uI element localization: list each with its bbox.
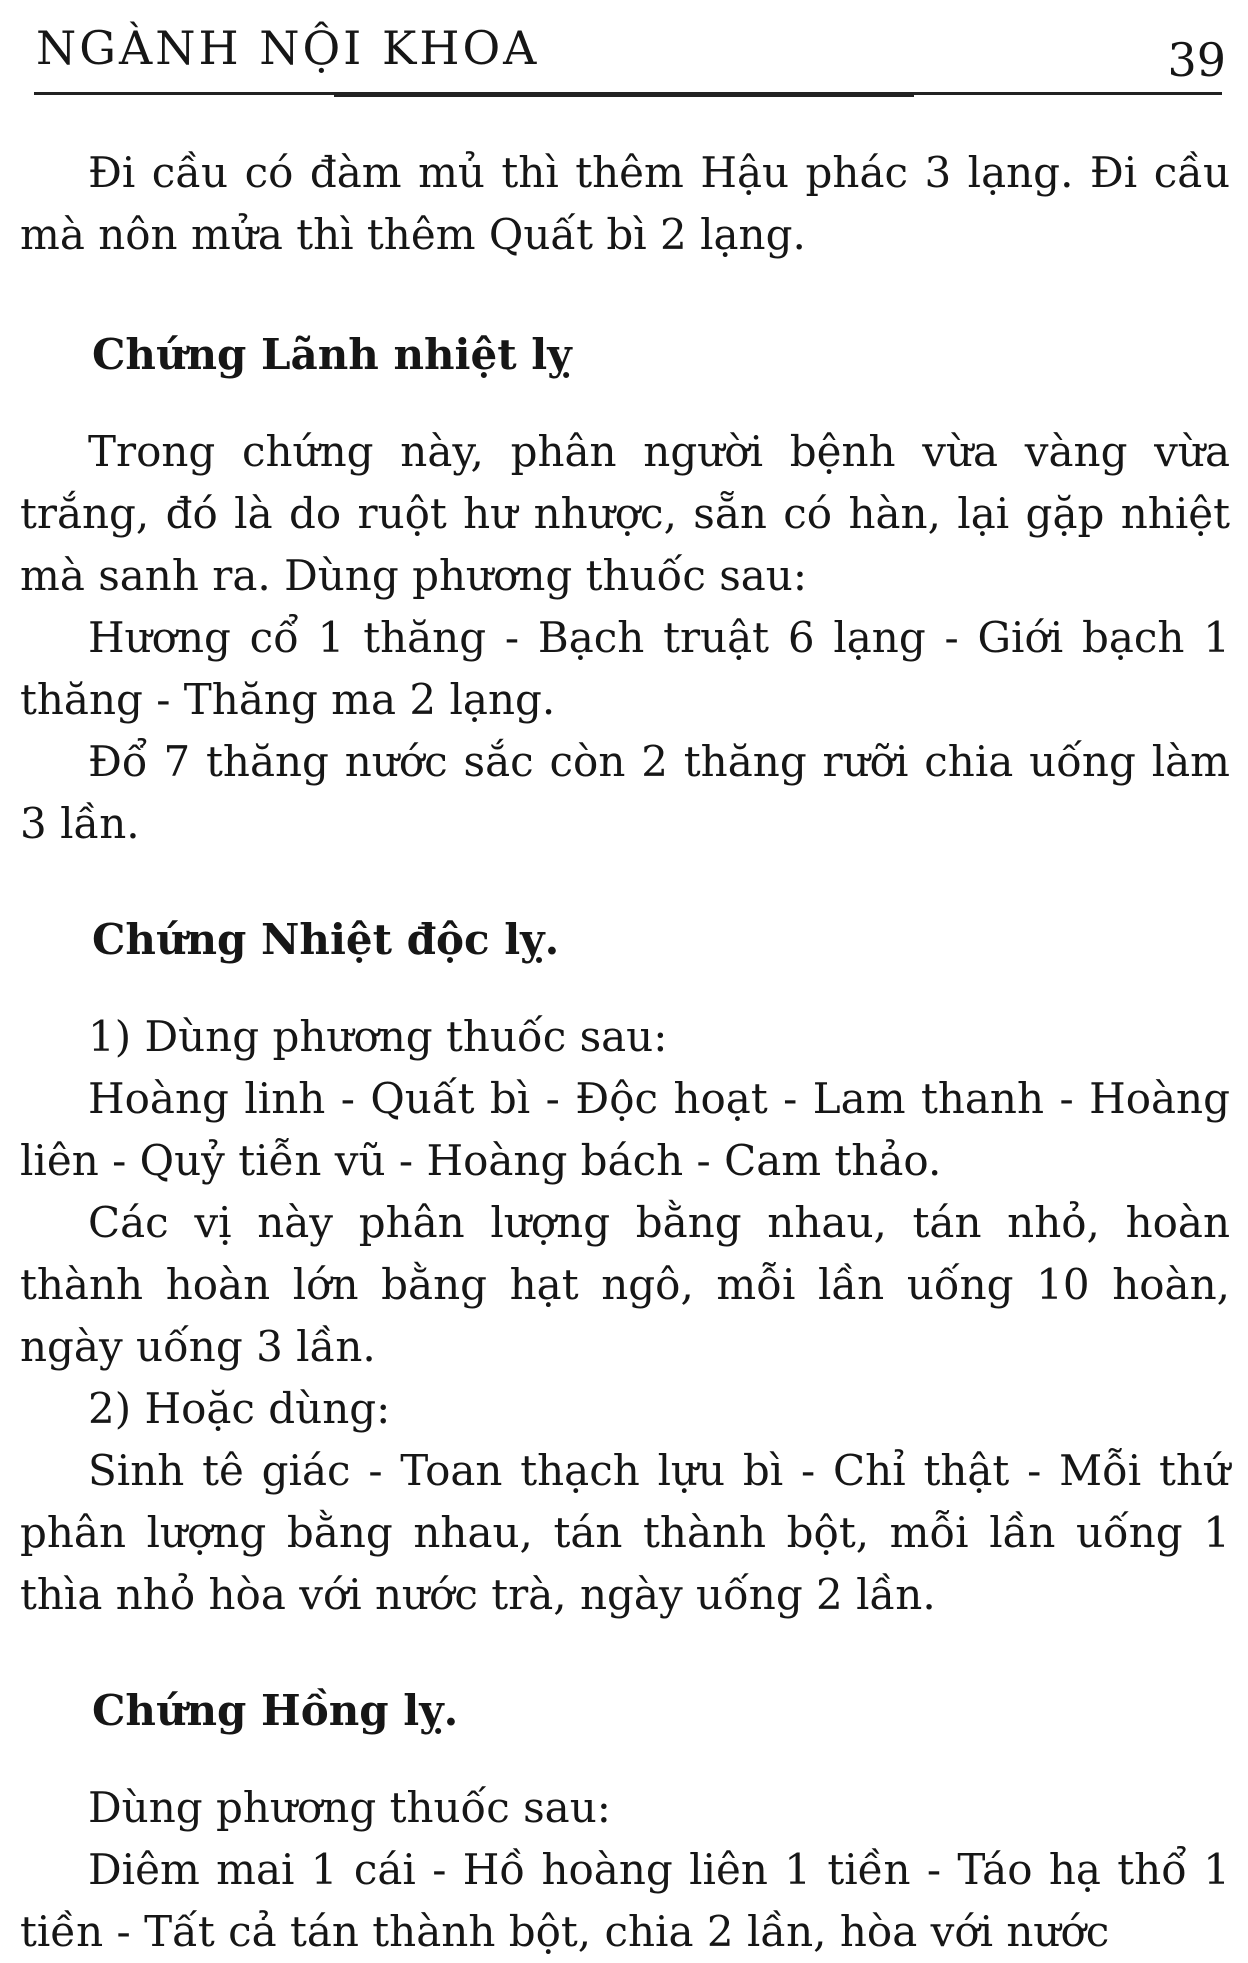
prescription-paragraph: Hoàng linh - Quất bì - Độc hoạt - Lam thanh - Hoàng liên - Quỷ tiễn vũ - Hoàng bách - Cam thảo. bbox=[20, 1073, 1230, 1185]
page-body bbox=[20, 142, 1230, 1963]
instruction-paragraph: Đổ 7 thăng nước sắc còn 2 thăng rưỡi chia uống làm 3 lần. bbox=[20, 736, 1230, 848]
prescription-paragraph: Sinh tê giác - Toan thạch lựu bì - Chỉ thật - Mỗi thứ phân lượng bằng nhau, tán thành bột, mỗi lần uống 1 thìa nhỏ hòa với nước trà, ngày uống 2 lần. bbox=[20, 1445, 1230, 1619]
section-heading: Chứng Hồng lỵ. bbox=[92, 1685, 459, 1735]
section-hong-ly bbox=[20, 1680, 1230, 1963]
section-heading: Chứng Lãnh nhiệt lỵ bbox=[92, 330, 572, 379]
section-lanh-nhiet-ly bbox=[20, 324, 1230, 855]
running-header-title: NGÀNH NỘI KHOA bbox=[36, 21, 540, 75]
body-paragraph: Trong chứng này, phân người bệnh vừa vàng vừa trắng, đó là do ruột hư nhược, sẵn có hàn, lại gặp nhiệt mà sanh ra. Dùng phương thuốc sau: bbox=[20, 426, 1230, 600]
page-number: 39 bbox=[1167, 33, 1226, 87]
intro-paragraph: Đi cầu có đàm mủ thì thêm Hậu phác 3 lạng. Đi cầu mà nôn mửa thì thêm Quất bì 2 lạng. bbox=[20, 148, 1230, 259]
body-paragraph: 2) Hoặc dùng: bbox=[88, 1383, 391, 1433]
prescription-paragraph: Diêm mai 1 cái - Hồ hoàng liên 1 tiền - Táo hạ thổ 1 tiền - Tất cả tán thành bột, chia 2 lần, hòa với nước bbox=[20, 1844, 1230, 1956]
prescription-paragraph: Hương cổ 1 thăng - Bạch truật 6 lạng - Giới bạch 1 thăng - Thăng ma 2 lạng. bbox=[20, 612, 1230, 724]
instruction-paragraph: Các vị này phân lượng bằng nhau, tán nhỏ, hoàn thành hoàn lớn bằng hạt ngô, mỗi lần uống 10 hoàn, ngày uống 3 lần. bbox=[20, 1197, 1230, 1371]
section-nhiet-doc-ly bbox=[20, 909, 1230, 1626]
section-heading: Chứng Nhiệt độc lỵ. bbox=[92, 914, 560, 964]
body-paragraph: 1) Dùng phương thuốc sau: bbox=[88, 1011, 668, 1061]
header-rule bbox=[34, 92, 1222, 95]
body-paragraph: Dùng phương thuốc sau: bbox=[88, 1782, 611, 1832]
